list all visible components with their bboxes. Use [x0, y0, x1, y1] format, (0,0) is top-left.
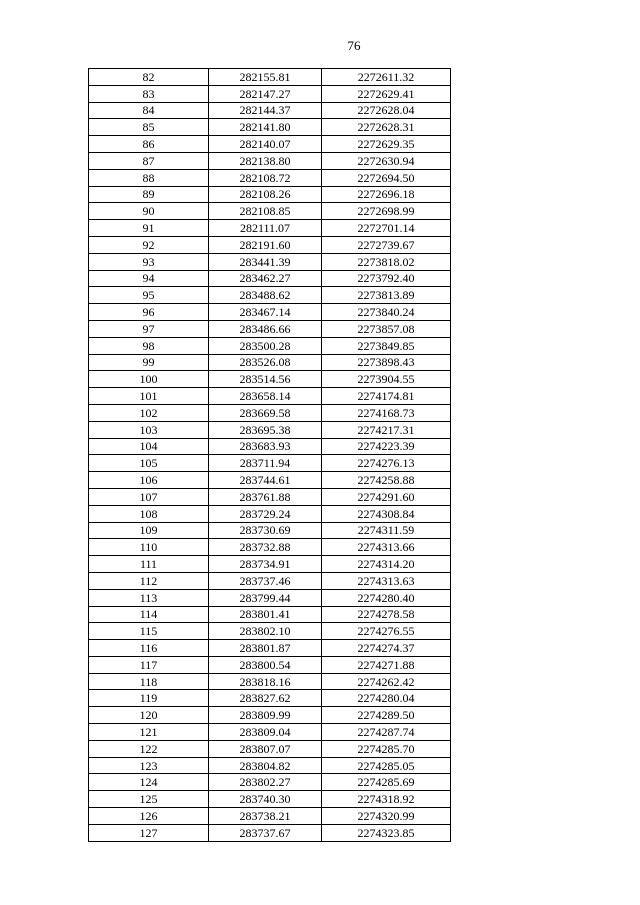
y-coordinate-cell: 2274271.88 — [322, 656, 451, 673]
y-coordinate-cell: 2274280.40 — [322, 589, 451, 606]
table-row — [89, 623, 451, 640]
table-row — [89, 824, 451, 841]
point-number-cell: 103 — [89, 421, 209, 438]
x-coordinate-cell: 283800.54 — [209, 656, 322, 673]
y-coordinate-cell: 2274320.99 — [322, 808, 451, 825]
y-coordinate-cell: 2274276.13 — [322, 455, 451, 472]
y-coordinate-cell: 2273792.40 — [322, 270, 451, 287]
y-coordinate-cell: 2273849.85 — [322, 337, 451, 354]
y-coordinate-cell: 2274217.31 — [322, 421, 451, 438]
table-row — [89, 304, 451, 321]
y-coordinate-cell: 2274323.85 — [322, 824, 451, 841]
table-row — [89, 253, 451, 270]
point-number-cell: 97 — [89, 320, 209, 337]
x-coordinate-cell: 283488.62 — [209, 287, 322, 304]
point-number-cell: 92 — [89, 236, 209, 253]
x-coordinate-cell: 283732.88 — [209, 539, 322, 556]
point-number-cell: 110 — [89, 539, 209, 556]
table-row — [89, 808, 451, 825]
point-number-cell: 88 — [89, 169, 209, 186]
y-coordinate-cell: 2274291.60 — [322, 488, 451, 505]
table-row — [89, 724, 451, 741]
table-row — [89, 404, 451, 421]
x-coordinate-cell: 282108.26 — [209, 186, 322, 203]
y-coordinate-cell: 2274287.74 — [322, 724, 451, 741]
point-number-cell: 123 — [89, 757, 209, 774]
table-row — [89, 85, 451, 102]
table-row — [89, 371, 451, 388]
x-coordinate-cell: 283711.94 — [209, 455, 322, 472]
x-coordinate-cell: 282108.85 — [209, 203, 322, 220]
point-number-cell: 84 — [89, 102, 209, 119]
x-coordinate-cell: 283514.56 — [209, 371, 322, 388]
point-number-cell: 98 — [89, 337, 209, 354]
x-coordinate-cell: 283695.38 — [209, 421, 322, 438]
table-row — [89, 740, 451, 757]
point-number-cell: 125 — [89, 791, 209, 808]
x-coordinate-cell: 282108.72 — [209, 169, 322, 186]
y-coordinate-cell: 2272694.50 — [322, 169, 451, 186]
coordinate-table-body — [89, 69, 451, 842]
point-number-cell: 85 — [89, 119, 209, 136]
y-coordinate-cell: 2272629.41 — [322, 85, 451, 102]
table-row — [89, 774, 451, 791]
y-coordinate-cell: 2272629.35 — [322, 136, 451, 153]
table-row — [89, 320, 451, 337]
y-coordinate-cell: 2274311.59 — [322, 522, 451, 539]
x-coordinate-cell: 283737.67 — [209, 824, 322, 841]
y-coordinate-cell: 2274280.04 — [322, 690, 451, 707]
x-coordinate-cell: 282140.07 — [209, 136, 322, 153]
x-coordinate-cell: 283799.44 — [209, 589, 322, 606]
table-row — [89, 102, 451, 119]
y-coordinate-cell: 2272611.32 — [322, 69, 451, 86]
x-coordinate-cell: 282147.27 — [209, 85, 322, 102]
table-row — [89, 152, 451, 169]
y-coordinate-cell: 2273818.02 — [322, 253, 451, 270]
point-number-cell: 105 — [89, 455, 209, 472]
x-coordinate-cell: 283462.27 — [209, 270, 322, 287]
point-number-cell: 90 — [89, 203, 209, 220]
x-coordinate-cell: 282191.60 — [209, 236, 322, 253]
x-coordinate-cell: 282141.80 — [209, 119, 322, 136]
table-row — [89, 673, 451, 690]
point-number-cell: 109 — [89, 522, 209, 539]
y-coordinate-cell: 2274276.55 — [322, 623, 451, 640]
x-coordinate-cell: 283467.14 — [209, 304, 322, 321]
x-coordinate-cell: 282155.81 — [209, 69, 322, 86]
x-coordinate-cell: 283801.87 — [209, 640, 322, 657]
table-row — [89, 757, 451, 774]
point-number-cell: 91 — [89, 220, 209, 237]
point-number-cell: 114 — [89, 606, 209, 623]
x-coordinate-cell: 282144.37 — [209, 102, 322, 119]
point-number-cell: 119 — [89, 690, 209, 707]
table-row — [89, 287, 451, 304]
table-row — [89, 690, 451, 707]
y-coordinate-cell: 2274318.92 — [322, 791, 451, 808]
point-number-cell: 107 — [89, 488, 209, 505]
table-row — [89, 136, 451, 153]
y-coordinate-cell: 2272630.94 — [322, 152, 451, 169]
y-coordinate-cell: 2272739.67 — [322, 236, 451, 253]
x-coordinate-cell: 283804.82 — [209, 757, 322, 774]
x-coordinate-cell: 283737.46 — [209, 572, 322, 589]
y-coordinate-cell: 2274262.42 — [322, 673, 451, 690]
x-coordinate-cell: 283486.66 — [209, 320, 322, 337]
x-coordinate-cell: 283658.14 — [209, 388, 322, 405]
point-number-cell: 111 — [89, 556, 209, 573]
y-coordinate-cell: 2272701.14 — [322, 220, 451, 237]
table-row — [89, 388, 451, 405]
y-coordinate-cell: 2274314.20 — [322, 556, 451, 573]
y-coordinate-cell: 2274308.84 — [322, 505, 451, 522]
point-number-cell: 93 — [89, 253, 209, 270]
table-row — [89, 186, 451, 203]
point-number-cell: 104 — [89, 438, 209, 455]
point-number-cell: 99 — [89, 354, 209, 371]
table-row — [89, 640, 451, 657]
table-row — [89, 488, 451, 505]
point-number-cell: 118 — [89, 673, 209, 690]
table-row — [89, 556, 451, 573]
table-row — [89, 119, 451, 136]
table-row — [89, 169, 451, 186]
point-number-cell: 116 — [89, 640, 209, 657]
y-coordinate-cell: 2273840.24 — [322, 304, 451, 321]
y-coordinate-cell: 2274258.88 — [322, 472, 451, 489]
x-coordinate-cell: 283734.91 — [209, 556, 322, 573]
x-coordinate-cell: 283827.62 — [209, 690, 322, 707]
point-number-cell: 94 — [89, 270, 209, 287]
table-row — [89, 539, 451, 556]
y-coordinate-cell: 2274313.66 — [322, 539, 451, 556]
x-coordinate-cell: 283526.08 — [209, 354, 322, 371]
y-coordinate-cell: 2272698.99 — [322, 203, 451, 220]
x-coordinate-cell: 283809.04 — [209, 724, 322, 741]
table-row — [89, 472, 451, 489]
point-number-cell: 96 — [89, 304, 209, 321]
table-row — [89, 220, 451, 237]
point-number-cell: 108 — [89, 505, 209, 522]
x-coordinate-cell: 283738.21 — [209, 808, 322, 825]
y-coordinate-cell: 2274285.70 — [322, 740, 451, 757]
table-row — [89, 270, 451, 287]
x-coordinate-cell: 282138.80 — [209, 152, 322, 169]
point-number-cell: 126 — [89, 808, 209, 825]
point-number-cell: 95 — [89, 287, 209, 304]
x-coordinate-cell: 283744.61 — [209, 472, 322, 489]
point-number-cell: 87 — [89, 152, 209, 169]
y-coordinate-cell: 2274285.05 — [322, 757, 451, 774]
point-number-cell: 83 — [89, 85, 209, 102]
y-coordinate-cell: 2273813.89 — [322, 287, 451, 304]
table-row — [89, 505, 451, 522]
x-coordinate-cell: 282111.07 — [209, 220, 322, 237]
y-coordinate-cell: 2274313.63 — [322, 572, 451, 589]
table-row — [89, 203, 451, 220]
point-number-cell: 117 — [89, 656, 209, 673]
x-coordinate-cell: 283740.30 — [209, 791, 322, 808]
table-row — [89, 522, 451, 539]
table-row — [89, 589, 451, 606]
x-coordinate-cell: 283802.10 — [209, 623, 322, 640]
point-number-cell: 115 — [89, 623, 209, 640]
x-coordinate-cell: 283730.69 — [209, 522, 322, 539]
point-number-cell: 112 — [89, 572, 209, 589]
coordinate-table — [88, 68, 451, 842]
table-row — [89, 438, 451, 455]
page-number: 76 — [347, 38, 361, 53]
y-coordinate-cell: 2274289.50 — [322, 707, 451, 724]
y-coordinate-cell: 2272628.04 — [322, 102, 451, 119]
table-row — [89, 421, 451, 438]
x-coordinate-cell: 283807.07 — [209, 740, 322, 757]
point-number-cell: 82 — [89, 69, 209, 86]
x-coordinate-cell: 283802.27 — [209, 774, 322, 791]
point-number-cell: 120 — [89, 707, 209, 724]
y-coordinate-cell: 2272628.31 — [322, 119, 451, 136]
table-row — [89, 791, 451, 808]
y-coordinate-cell: 2273904.55 — [322, 371, 451, 388]
table-row — [89, 354, 451, 371]
y-coordinate-cell: 2272696.18 — [322, 186, 451, 203]
y-coordinate-cell: 2274278.58 — [322, 606, 451, 623]
table-row — [89, 69, 451, 86]
y-coordinate-cell: 2274223.39 — [322, 438, 451, 455]
x-coordinate-cell: 283729.24 — [209, 505, 322, 522]
point-number-cell: 124 — [89, 774, 209, 791]
point-number-cell: 101 — [89, 388, 209, 405]
x-coordinate-cell: 283669.58 — [209, 404, 322, 421]
point-number-cell: 127 — [89, 824, 209, 841]
x-coordinate-cell: 283500.28 — [209, 337, 322, 354]
point-number-cell: 106 — [89, 472, 209, 489]
x-coordinate-cell: 283809.99 — [209, 707, 322, 724]
point-number-cell: 100 — [89, 371, 209, 388]
y-coordinate-cell: 2274174.81 — [322, 388, 451, 405]
point-number-cell: 121 — [89, 724, 209, 741]
x-coordinate-cell: 283683.93 — [209, 438, 322, 455]
table-row — [89, 606, 451, 623]
x-coordinate-cell: 283801.41 — [209, 606, 322, 623]
table-row — [89, 707, 451, 724]
table-row — [89, 656, 451, 673]
point-number-cell: 89 — [89, 186, 209, 203]
point-number-cell: 113 — [89, 589, 209, 606]
point-number-cell: 86 — [89, 136, 209, 153]
point-number-cell: 122 — [89, 740, 209, 757]
table-row — [89, 236, 451, 253]
table-row — [89, 572, 451, 589]
x-coordinate-cell: 283441.39 — [209, 253, 322, 270]
table-row — [89, 337, 451, 354]
y-coordinate-cell: 2274285.69 — [322, 774, 451, 791]
y-coordinate-cell: 2274168.73 — [322, 404, 451, 421]
y-coordinate-cell: 2273857.08 — [322, 320, 451, 337]
y-coordinate-cell: 2273898.43 — [322, 354, 451, 371]
table-row — [89, 455, 451, 472]
x-coordinate-cell: 283818.16 — [209, 673, 322, 690]
y-coordinate-cell: 2274274.37 — [322, 640, 451, 657]
point-number-cell: 102 — [89, 404, 209, 421]
x-coordinate-cell: 283761.88 — [209, 488, 322, 505]
